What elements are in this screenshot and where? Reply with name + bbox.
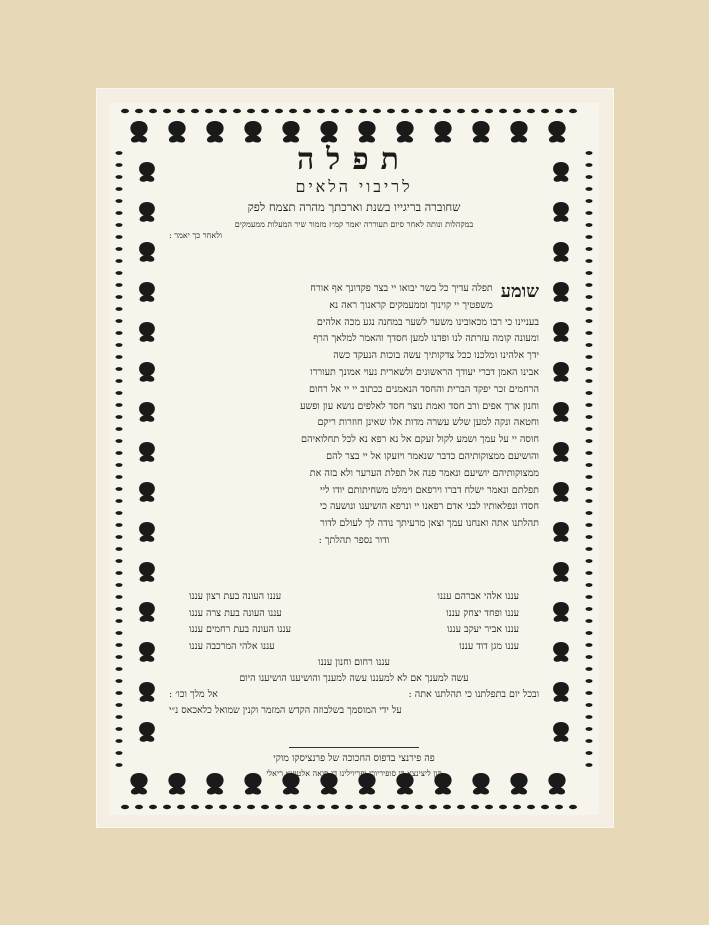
border-dot-ornament bbox=[555, 109, 563, 113]
border-dot-ornament bbox=[586, 247, 593, 251]
border-dot-ornament bbox=[345, 109, 353, 113]
border-dot-ornament bbox=[116, 439, 123, 443]
border-dot-ornament bbox=[116, 631, 123, 635]
fleuron-ornament bbox=[139, 202, 155, 222]
border-dot-ornament bbox=[149, 805, 157, 809]
border-dot-ornament bbox=[116, 655, 123, 659]
border-dot-ornament bbox=[116, 319, 123, 323]
border-dot-ornament bbox=[116, 607, 123, 611]
border-dot-ornament bbox=[485, 805, 493, 809]
opening-word: שומע bbox=[500, 281, 539, 302]
body-line: ומעונה קומה עזרתה לנו ופדנו למען חסדך והאמר למלאך הרף bbox=[313, 333, 539, 345]
border-dot-ornament bbox=[121, 805, 129, 809]
border-dot-ornament bbox=[586, 367, 593, 371]
body-line: משפטיך יי קוינוך וממעמקים קראנוך ראה נא bbox=[329, 299, 493, 311]
border-dot-ornament bbox=[303, 805, 311, 809]
border-dot-ornament bbox=[116, 619, 123, 623]
body-line: ממצוקותיהם יושיעם ונאמר פנה אל תפלת הערער ולא בזה את bbox=[309, 467, 539, 479]
border-dot-ornament bbox=[387, 109, 395, 113]
border-dot-ornament bbox=[586, 163, 593, 167]
border-dot-ornament bbox=[586, 355, 593, 359]
border-dot-ornament bbox=[116, 223, 123, 227]
body-line: תפלה עדיך כל בשר יבואו יי בצר פקדונך אף אורח bbox=[310, 283, 493, 294]
border-dot-ornament bbox=[586, 175, 593, 179]
fleuron-ornament bbox=[139, 522, 155, 542]
border-dot-ornament bbox=[586, 607, 593, 611]
border-dot-ornament bbox=[177, 109, 185, 113]
border-dot-ornament bbox=[135, 109, 143, 113]
border-dot-ornament bbox=[205, 805, 213, 809]
separator-rule bbox=[289, 747, 419, 748]
fleuron-ornament bbox=[553, 642, 569, 662]
border-dot-ornament bbox=[116, 487, 123, 491]
border-dot-ornament bbox=[586, 667, 593, 671]
border-dot-ornament bbox=[586, 643, 593, 647]
signature: על ידי המוסמך בשלבוזה הקדש המזמר וקנין שמואל כלאכאס נ״י bbox=[169, 705, 402, 716]
fleuron-ornament bbox=[548, 773, 565, 795]
answer-verse: עננו ופחד יצחק עננו bbox=[446, 607, 519, 619]
answer-verse: עננו אלהי אברהם עננו bbox=[437, 591, 519, 602]
fleuron-ornament bbox=[139, 562, 155, 582]
border-dot-ornament bbox=[116, 583, 123, 587]
fleuron-ornament bbox=[553, 322, 569, 342]
border-dot-ornament bbox=[415, 109, 423, 113]
border-dot-ornament bbox=[116, 247, 123, 251]
border-dot-ornament bbox=[116, 499, 123, 503]
border-dot-ornament bbox=[135, 805, 143, 809]
border-dot-ornament bbox=[586, 751, 593, 755]
border-dot-ornament bbox=[586, 187, 593, 191]
border-dot-ornament bbox=[116, 667, 123, 671]
answer-row bbox=[169, 622, 539, 639]
answer-verse: עננו אביר יעקב עננו bbox=[447, 624, 519, 635]
border-dot-ornament bbox=[429, 109, 437, 113]
border-dot-ornament bbox=[116, 451, 123, 455]
border-dot-ornament bbox=[527, 805, 535, 809]
border-dot-ornament bbox=[541, 805, 549, 809]
border-dot-ornament bbox=[177, 805, 185, 809]
border-dot-ornament bbox=[586, 763, 593, 767]
responsive-verses bbox=[169, 589, 539, 672]
border-dot-ornament bbox=[586, 391, 593, 395]
fleuron-ornament bbox=[139, 242, 155, 262]
border-dot-ornament bbox=[116, 751, 123, 755]
border-dot-ornament bbox=[116, 763, 123, 767]
prayer-body bbox=[169, 281, 539, 549]
border-dot-ornament bbox=[499, 805, 507, 809]
border-dot-ornament bbox=[586, 571, 593, 575]
fleuron-ornament bbox=[434, 121, 451, 143]
border-dot-ornament bbox=[116, 175, 123, 179]
border-dot-ornament bbox=[415, 805, 423, 809]
imprint bbox=[169, 751, 539, 781]
border-dot-ornament bbox=[116, 739, 123, 743]
fleuron-ornament bbox=[553, 442, 569, 462]
border-dot-ornament bbox=[443, 109, 451, 113]
border-dot-ornament bbox=[116, 559, 123, 563]
border-dot-ornament bbox=[387, 805, 395, 809]
fleuron-ornament bbox=[472, 121, 489, 143]
border-dot-ornament bbox=[586, 463, 593, 467]
fleuron-ornament bbox=[553, 402, 569, 422]
border-dot-ornament bbox=[116, 211, 123, 215]
border-dot-ornament bbox=[116, 727, 123, 731]
border-dot-ornament bbox=[555, 805, 563, 809]
fleuron-ornament bbox=[282, 121, 299, 143]
border-dot-ornament bbox=[586, 199, 593, 203]
border-dot-ornament bbox=[116, 403, 123, 407]
body-line: בעניינו כי רבו מכאובינו משער לשער במחנה נגע מכה אלהים bbox=[316, 316, 539, 328]
border-dot-ornament bbox=[359, 805, 367, 809]
answer-row bbox=[169, 606, 539, 623]
border-dot-ornament bbox=[586, 379, 593, 383]
fleuron-ornament bbox=[139, 362, 155, 382]
fleuron-ornament bbox=[139, 402, 155, 422]
fleuron-ornament bbox=[130, 773, 147, 795]
border-dot-ornament bbox=[586, 595, 593, 599]
border-dot-ornament bbox=[586, 499, 593, 503]
border-dot-ornament bbox=[586, 631, 593, 635]
border-dot-ornament bbox=[569, 805, 577, 809]
border-dot-ornament bbox=[586, 235, 593, 239]
border-dot-ornament bbox=[116, 475, 123, 479]
body-line: הרחמים זכר יפקד הברית והחסד הנאמנים ככתוב יי יי אל רחום bbox=[308, 383, 539, 395]
fleuron-ornament bbox=[553, 722, 569, 742]
border-dot-ornament bbox=[401, 109, 409, 113]
border-dot-ornament bbox=[586, 583, 593, 587]
border-dot-ornament bbox=[586, 739, 593, 743]
border-dot-ornament bbox=[116, 463, 123, 467]
printed-sheet bbox=[109, 103, 599, 815]
border-dot-ornament bbox=[275, 805, 283, 809]
border-dot-ornament bbox=[457, 805, 465, 809]
fleuron-ornament bbox=[553, 242, 569, 262]
border-dot-ornament bbox=[586, 655, 593, 659]
border-dot-ornament bbox=[527, 109, 535, 113]
closing bbox=[169, 671, 539, 719]
border-dot-ornament bbox=[116, 415, 123, 419]
border-dot-ornament bbox=[121, 109, 129, 113]
border-dot-ornament bbox=[471, 805, 479, 809]
fleuron-ornament bbox=[510, 121, 527, 143]
border-dot-ornament bbox=[586, 679, 593, 683]
border-dot-ornament bbox=[116, 295, 123, 299]
border-dot-ornament bbox=[261, 109, 269, 113]
fleuron-ornament bbox=[139, 322, 155, 342]
border-dot-ornament bbox=[586, 523, 593, 527]
border-dot-ornament bbox=[586, 151, 593, 155]
border-dot-ornament bbox=[116, 691, 123, 695]
fleuron-ornament bbox=[139, 722, 155, 742]
body-line: חוסה יי על עמך ושמע לקול זעקם אל נא רפא נא לכל תחלואיהם bbox=[300, 434, 539, 446]
border-dot-ornament bbox=[233, 805, 241, 809]
body-line: וחטאה ונקה למען שלש עשרה מדות אלו שאינן חוזרות ריקם bbox=[317, 417, 539, 429]
fleuron-ornament bbox=[244, 121, 261, 143]
border-dot-ornament bbox=[471, 109, 479, 113]
text-block bbox=[169, 143, 539, 783]
border-dot-ornament bbox=[303, 109, 311, 113]
border-dot-ornament bbox=[116, 307, 123, 311]
fleuron-ornament bbox=[139, 282, 155, 302]
border-dot-ornament bbox=[586, 283, 593, 287]
body-line: ידך אלהינו ומלכנו ככל צדקותיך עשה בוכות הנעקד כשה bbox=[333, 350, 539, 362]
border-dot-ornament bbox=[586, 223, 593, 227]
fleuron-ornament bbox=[358, 121, 375, 143]
border-dot-ornament bbox=[116, 187, 123, 191]
border-dot-ornament bbox=[116, 331, 123, 335]
instruction-continuation: ולאחר כך יאמר : bbox=[169, 231, 222, 240]
body-line: והושיעם ממצוקותיהם כדבר שנאמר ויזעקו אל יי בצר להם bbox=[326, 450, 539, 462]
border-dot-ornament bbox=[219, 109, 227, 113]
border-dot-ornament bbox=[116, 547, 123, 551]
border-dot-ornament bbox=[541, 109, 549, 113]
border-dot-ornament bbox=[586, 319, 593, 323]
border-dot-ornament bbox=[116, 571, 123, 575]
border-dot-ornament bbox=[149, 109, 157, 113]
fleuron-ornament bbox=[139, 682, 155, 702]
border-dot-ornament bbox=[586, 439, 593, 443]
title: תפלה bbox=[297, 142, 411, 177]
body-line: וחנון ארך אפים ורב חסד ואמת נוצר חסד לאלפים נושא עון ופשע bbox=[300, 400, 539, 412]
border-dot-ornament bbox=[457, 109, 465, 113]
fleuron-ornament bbox=[553, 202, 569, 222]
border-dot-ornament bbox=[289, 805, 297, 809]
border-dot-ornament bbox=[586, 307, 593, 311]
answer-verse: עננו העונה בעת צרה עננו bbox=[189, 607, 282, 619]
border-dot-ornament bbox=[499, 109, 507, 113]
border-dot-ornament bbox=[586, 547, 593, 551]
fleuron-ornament bbox=[396, 121, 413, 143]
fleuron-ornament bbox=[553, 282, 569, 302]
border-dot-ornament bbox=[116, 595, 123, 599]
fleuron-ornament bbox=[139, 602, 155, 622]
fleuron-ornament bbox=[553, 682, 569, 702]
fleuron-ornament bbox=[139, 482, 155, 502]
border-dot-ornament bbox=[289, 109, 297, 113]
border-dot-ornament bbox=[116, 523, 123, 527]
body-line: תהלתנו אתה ואנחנו עמך וצאן מרעיתך נודה לך לעולם לדור bbox=[320, 518, 539, 530]
date-line: שחוברה בריגייו בשנת וארכתך מהרה תצמח לפק bbox=[247, 200, 461, 214]
border-dot-ornament bbox=[116, 235, 123, 239]
border-dot-ornament bbox=[116, 367, 123, 371]
border-dot-ornament bbox=[513, 109, 521, 113]
border-dot-ornament bbox=[586, 259, 593, 263]
border-dot-ornament bbox=[485, 109, 493, 113]
border-dot-ornament bbox=[317, 109, 325, 113]
border-dot-ornament bbox=[586, 619, 593, 623]
border-dot-ornament bbox=[586, 559, 593, 563]
fleuron-ornament bbox=[206, 121, 223, 143]
border-dot-ornament bbox=[163, 109, 171, 113]
border-dot-ornament bbox=[345, 805, 353, 809]
border-dot-ornament bbox=[219, 805, 227, 809]
answer-verse: עננו העונה בעת רחמים עננו bbox=[189, 624, 291, 635]
border-dot-ornament bbox=[116, 271, 123, 275]
border-dot-ornament bbox=[586, 271, 593, 275]
closing-line-2: ובכל יום בתפלתנו כי תהלתנו אתה : bbox=[408, 689, 539, 700]
answer-row bbox=[169, 589, 539, 606]
border-dot-ornament bbox=[373, 805, 381, 809]
border-dot-ornament bbox=[401, 805, 409, 809]
answer-verse: עננו אלהי המרכבה עננו bbox=[189, 640, 275, 652]
border-dot-ornament bbox=[586, 343, 593, 347]
border-dot-ornament bbox=[586, 691, 593, 695]
border-dot-ornament bbox=[586, 727, 593, 731]
fleuron-ornament bbox=[553, 162, 569, 182]
border-dot-ornament bbox=[586, 511, 593, 515]
fleuron-ornament bbox=[548, 121, 565, 143]
border-dot-ornament bbox=[586, 415, 593, 419]
mid-line: ודור נספר תהלתך : bbox=[318, 534, 390, 546]
border-dot-ornament bbox=[317, 805, 325, 809]
border-dot-ornament bbox=[586, 403, 593, 407]
instruction-line: במקהלות ונותה לאחר סיום תעוררה יאמר קמ״ז מזמור שיר המעלות ממעמקים bbox=[234, 220, 474, 229]
border-dot-ornament bbox=[513, 805, 521, 809]
printer-line-1: פה פירנצי בדפוס החכוכה של פרנציסקו מוקי bbox=[273, 753, 435, 764]
border-dot-ornament bbox=[429, 805, 437, 809]
border-dot-ornament bbox=[116, 259, 123, 263]
body-line: תפלתם ונאמר ישלח דברו וירפאם וימלט משחיתותם יודו ליי bbox=[320, 484, 539, 496]
border-dot-ornament bbox=[116, 535, 123, 539]
fleuron-ornament bbox=[320, 121, 337, 143]
border-dot-ornament bbox=[233, 109, 241, 113]
border-dot-ornament bbox=[247, 109, 255, 113]
fleuron-ornament bbox=[553, 362, 569, 382]
border-dot-ornament bbox=[116, 715, 123, 719]
fleuron-ornament bbox=[553, 522, 569, 542]
border-dot-ornament bbox=[331, 109, 339, 113]
fleuron-ornament bbox=[553, 482, 569, 502]
body-line: אבינו האמן דברי יעודך הראשונים ולשארית נעוי אמונך תעוררו bbox=[310, 366, 539, 378]
border-dot-ornament bbox=[586, 487, 593, 491]
border-dot-ornament bbox=[586, 211, 593, 215]
closing-line-1: עשה למענך אם לא למעננו עשה למענך והושיענו הושיענו היום bbox=[239, 673, 469, 684]
border-dot-ornament bbox=[116, 511, 123, 515]
border-dot-ornament bbox=[359, 109, 367, 113]
border-dot-ornament bbox=[191, 805, 199, 809]
border-dot-ornament bbox=[586, 535, 593, 539]
border-dot-ornament bbox=[116, 703, 123, 707]
border-dot-ornament bbox=[116, 355, 123, 359]
border-dot-ornament bbox=[116, 163, 123, 167]
border-dot-ornament bbox=[586, 715, 593, 719]
border-dot-ornament bbox=[586, 703, 593, 707]
answer-verse: עננו העונה בעת רצון עננו bbox=[189, 591, 282, 602]
border-dot-ornament bbox=[331, 805, 339, 809]
border-dot-ornament bbox=[116, 391, 123, 395]
border-dot-ornament bbox=[373, 109, 381, 113]
fleuron-ornament bbox=[139, 442, 155, 462]
closing-line-3: אל מלך וכו׳ : bbox=[169, 689, 218, 700]
border-dot-ornament bbox=[116, 283, 123, 287]
border-dot-ornament bbox=[586, 427, 593, 431]
fleuron-ornament bbox=[130, 121, 147, 143]
fleuron-ornament bbox=[139, 162, 155, 182]
border-dot-ornament bbox=[163, 805, 171, 809]
border-dot-ornament bbox=[586, 331, 593, 335]
fleuron-ornament bbox=[553, 602, 569, 622]
border-dot-ornament bbox=[586, 295, 593, 299]
border-dot-ornament bbox=[569, 109, 577, 113]
answer-last: עננו רחום וחנון עננו bbox=[318, 657, 390, 668]
border-dot-ornament bbox=[205, 109, 213, 113]
border-dot-ornament bbox=[586, 475, 593, 479]
border-dot-ornament bbox=[116, 343, 123, 347]
border-dot-ornament bbox=[275, 109, 283, 113]
border-dot-ornament bbox=[116, 643, 123, 647]
border-dot-ornament bbox=[116, 151, 123, 155]
border-dot-ornament bbox=[247, 805, 255, 809]
border-dot-ornament bbox=[116, 679, 123, 683]
subtitle: לריבוי הלאים bbox=[295, 177, 413, 196]
answer-row bbox=[169, 639, 539, 656]
fleuron-ornament bbox=[168, 121, 185, 143]
body-line: חסדו ונפלאותיו לבני אדם רפאנו יי ונרפא הושיענו ונושעה כי bbox=[319, 501, 539, 513]
border-dot-ornament bbox=[586, 451, 593, 455]
border-dot-ornament bbox=[116, 379, 123, 383]
border-dot-ornament bbox=[116, 427, 123, 431]
printer-line-2: קון ליצינצא די סופיריורי ופריוילינו די סואה אלטיצא ריאלי bbox=[266, 769, 442, 778]
border-dot-ornament bbox=[261, 805, 269, 809]
border-dot-ornament bbox=[191, 109, 199, 113]
border-dot-ornament bbox=[443, 805, 451, 809]
answer-verse: עננו מגן דוד עננו bbox=[459, 640, 519, 652]
fleuron-ornament bbox=[139, 642, 155, 662]
border-dot-ornament bbox=[116, 199, 123, 203]
fleuron-ornament bbox=[553, 562, 569, 582]
